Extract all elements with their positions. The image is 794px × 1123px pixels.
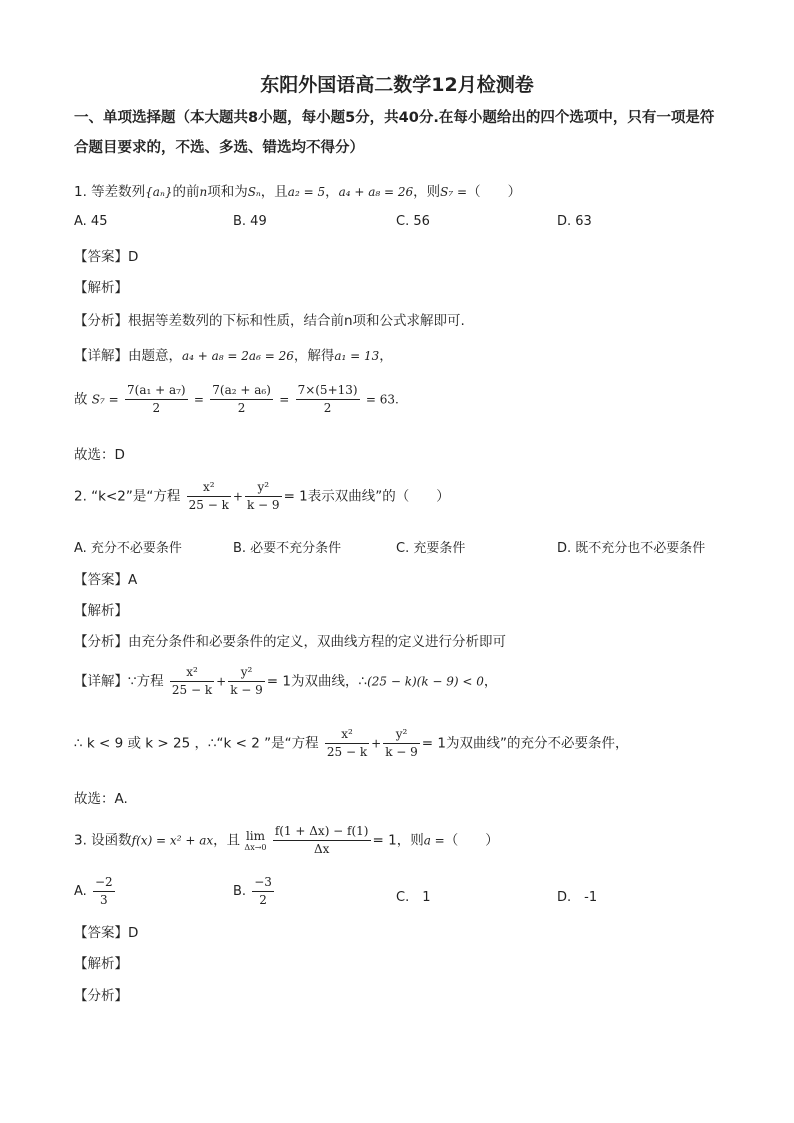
q3-limit-fraction: $\frac{f(1 + \Delta x) - f(1)}{\Delta x}$ — [274, 824, 369, 856]
q3-function: f(x) = x² + ax — [131, 833, 214, 848]
analysis-text: 根据等差数列的下标和性质，结合前n项和公式求解即可. — [128, 313, 465, 329]
detail-equation: a₁ = 13 — [334, 349, 380, 363]
q2-stem-prefix: 2. “k<2”是“方程 — [74, 488, 181, 505]
q3-option-d: D. -1 — [557, 890, 598, 905]
analysis-tag: 【分析】 — [74, 313, 128, 329]
detail-text: 由题意， — [128, 348, 182, 364]
q1-jiexi: 【解析】 — [74, 280, 128, 296]
q1-answer: 【答案】D — [74, 249, 139, 265]
q2-detail-fraction-y: $\frac{\text{y²}}{k - 9}$ — [230, 665, 263, 697]
q1-sequence: {aₙ} — [145, 185, 173, 199]
q3-limit: lim Δx→0 — [244, 829, 267, 852]
q3-option-b: B. $\frac{-3}{2}$ — [233, 875, 272, 907]
detail-tag: 【详解】 — [74, 348, 128, 364]
q1-text: 的前 — [172, 184, 200, 200]
q2-answer: 【答案】A — [74, 572, 138, 588]
q2-fraction-y: $\frac{\text{y²}}{k - 9}$ — [246, 480, 280, 512]
q1-derivation: 故 S₇ = $\frac{\text{7(a₁ + a₇)}}{2}$ = $\frac{\text{7(a₂ + a₆)}}{2}$ = $\frac{7\times(5+13)}{2}$ = 63. — [74, 383, 399, 415]
q3-stem-prefix: 3. 设函数 — [74, 832, 132, 849]
q1-sn: Sₙ — [247, 185, 261, 199]
detail-text: = 1为双曲线，∴ — [266, 673, 368, 690]
q1-stem: 1. 等差数列{aₙ}的前n项和为Sₙ，且a₂ = 5，a₄ + a₈ = 26，则S₇ =（ ） — [74, 184, 522, 200]
page-title: 东阳外国语高二数学12月检测卷 — [260, 74, 534, 96]
q1-text: ，则 — [413, 184, 441, 200]
q2-conclusion: 故选：A. — [74, 791, 128, 807]
q1-option-c: C. 56 — [396, 214, 430, 229]
detail-text: ∵方程 — [128, 673, 164, 690]
analysis-tag: 【分析】 — [74, 634, 128, 650]
analysis-text: 由充分条件和必要条件的定义，双曲线方程的定义进行分析即可 — [128, 634, 506, 650]
detail-text: ， — [379, 348, 393, 364]
q1-option-b: B. 49 — [233, 214, 267, 229]
q2-jiexi: 【解析】 — [74, 603, 128, 619]
q1-text: 项和为 — [207, 184, 248, 200]
q3-text: ，且 — [213, 832, 241, 849]
q1-stem-prefix: 1. 等差数列 — [74, 184, 146, 200]
section-header: 一、单项选择题（本大题共8小题，每小题5分，共40分.在每小题给出的四个选项中，只有一项是符合题目要求的，不选、多选、错选均不得分） — [74, 110, 715, 156]
q3-option-a: A. $\frac{-2}{3}$ — [74, 875, 113, 907]
q1-detail — [74, 344, 393, 364]
fraction-2: $\frac{\text{7(a₂ + a₆)}}{2}$ — [212, 383, 271, 415]
q2-detail: 【详解】∵方程 $\frac{\text{x²}}{25 - k}$ + $\frac{\text{y²}}{k - 9}$ = 1为双曲线，∴(25 − k)(k − 9) < 0， — [74, 665, 498, 697]
q1-option-a: A. 45 — [74, 214, 108, 229]
q2-detail-line2: ∴ k < 9 或 k > 25 ，∴“k < 2 ”是“方程 $\frac{\text{x²}}{25 - k}$ + $\frac{\text{y²}}{k - 9}$ = 1为双曲线”的充分不必要条件， — [74, 727, 629, 759]
q2-stem-suffix: = 1表示双曲线”的（ ） — [283, 488, 450, 505]
derivation-result: = 63. — [365, 392, 399, 407]
q1-blank: （ ） — [467, 184, 522, 200]
q2-detail2-fraction-x: $\frac{\text{x²}}{25 - k}$ — [326, 727, 368, 759]
q2-fraction-x: $\frac{\text{x²}}{25 - k}$ — [188, 480, 229, 512]
q2-detail-fraction-x: $\frac{\text{x²}}{25 - k}$ — [171, 665, 213, 697]
detail-tag: 【详解】 — [74, 673, 128, 690]
q3-text: = 1，则 — [372, 832, 424, 849]
q1-condition-1: a₂ = 5 — [287, 185, 326, 199]
fraction-1: $\frac{\text{7(a₁ + a₇)}}{2}$ — [127, 383, 186, 415]
q3-blank: （ ） — [444, 832, 499, 849]
derivation-s7: S₇ = — [91, 392, 119, 407]
q3-a: a = — [423, 833, 445, 848]
q1-condition-2: a₄ + a₈ = 26 — [338, 185, 414, 199]
q2-stem: 2. “k<2”是“方程 $\frac{\text{x²}}{25 - k}$ + $\frac{\text{y²}}{k - 9}$ = 1表示双曲线”的（ ） — [74, 480, 450, 512]
detail-text: ∴ k < 9 或 k > 25 ，∴“k < 2 ”是“方程 — [74, 735, 319, 752]
q3-jiexi: 【解析】 — [74, 956, 128, 972]
q2-option-b: B. 必要不充分条件 — [233, 541, 342, 556]
q2-option-a: A. 充分不必要条件 — [74, 541, 182, 556]
q2-option-d: D. 既不充分也不必要条件 — [557, 541, 706, 556]
q2-analysis — [74, 630, 506, 650]
detail-text: = 1为双曲线”的充分不必要条件， — [421, 735, 629, 752]
derivation-text: 故 — [74, 391, 88, 408]
detail-inequality: (25 − k)(k − 9) < 0 — [367, 674, 484, 689]
fraction-3: $\frac{7\times(5+13)}{2}$ — [297, 383, 358, 415]
q1-analysis — [74, 309, 465, 329]
q1-s7: S₇ = — [440, 185, 468, 199]
q3-stem — [74, 823, 499, 858]
q1-text: ，且 — [260, 184, 288, 200]
q3-analysis: 【分析】 — [74, 988, 128, 1004]
q2-option-c: C. 充要条件 — [396, 541, 466, 556]
q3-option-c: C. 1 — [396, 890, 431, 905]
q3-answer: 【答案】D — [74, 925, 139, 941]
q1-conclusion: 故选：D — [74, 447, 125, 463]
detail-text: ，解得 — [293, 348, 335, 364]
detail-equation: a₄ + a₈ = 2a₆ = 26 — [182, 349, 294, 363]
q1-option-d: D. 63 — [557, 214, 592, 229]
q1-n: n — [199, 185, 208, 199]
detail-text: ， — [483, 673, 498, 690]
q2-detail2-fraction-y: $\frac{\text{y²}}{k - 9}$ — [385, 727, 418, 759]
